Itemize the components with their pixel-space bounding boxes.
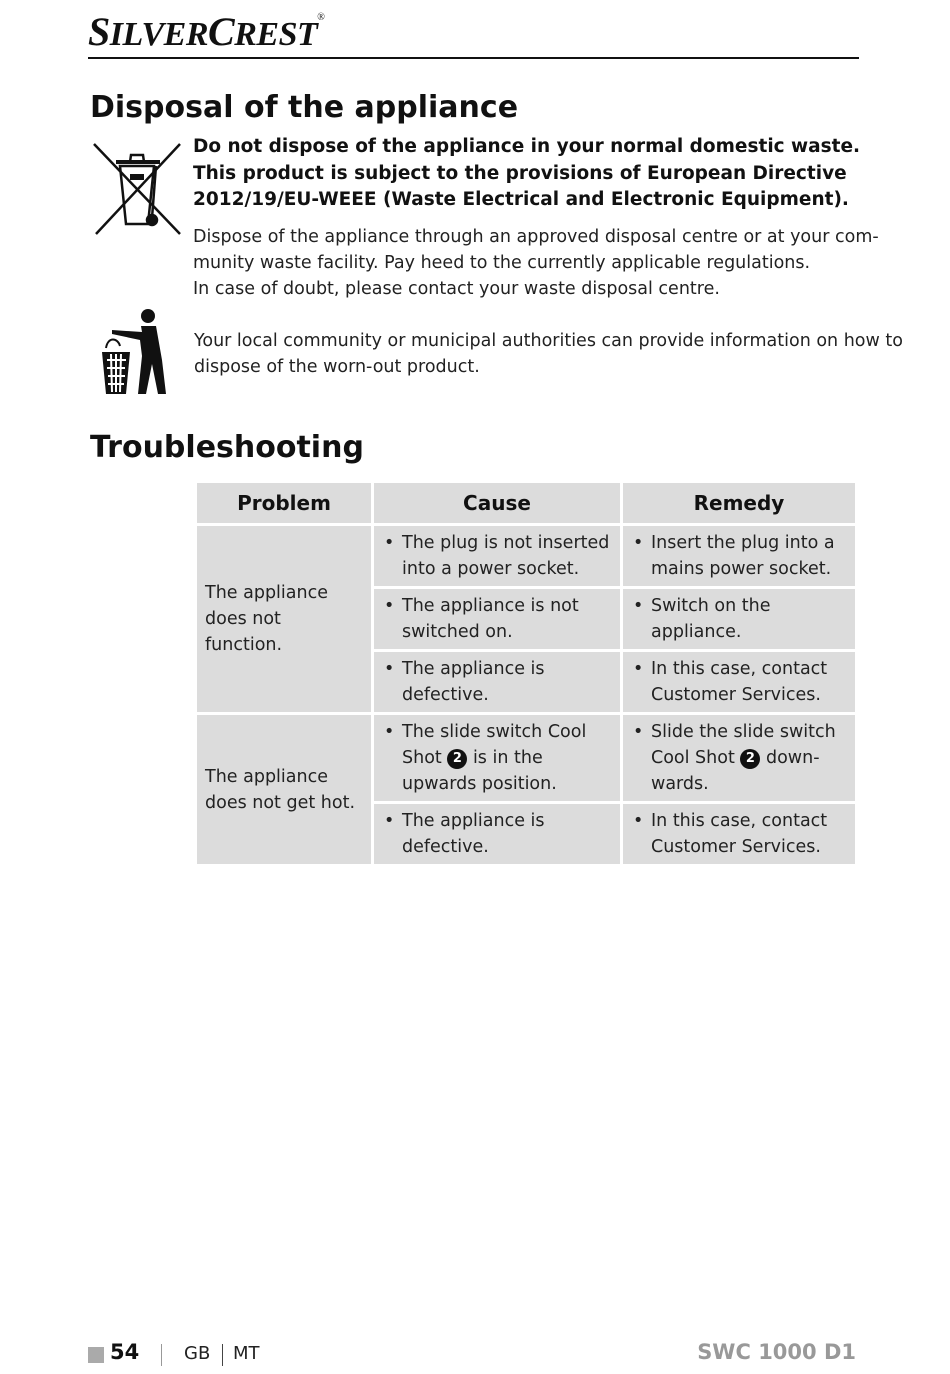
table-header-row [196, 482, 857, 525]
remedy-cell: • In this case, contact Customer Services. [622, 803, 857, 866]
cause-cell: • The plug is not inserted into a power socket. [373, 525, 622, 588]
cause-cell: • The appliance is defective. [373, 803, 622, 866]
remedy-cell: • Switch on the appliance. [622, 588, 857, 651]
header-cause: Cause [373, 482, 622, 525]
cause-cell: • The appliance is not switched on. [373, 588, 622, 651]
footer-language-gb: GB [184, 1343, 211, 1364]
cause-cell: • The appliance is defective. [373, 651, 622, 714]
crossed-out-wheelie-bin-icon [90, 140, 184, 238]
footer-square-marker [88, 1347, 104, 1363]
footer-divider [161, 1344, 162, 1366]
page-number: 54 [110, 1340, 140, 1364]
part-number-2-badge: 2 [740, 749, 760, 769]
part-number-2-badge: 2 [447, 749, 467, 769]
disposal-paragraph: Dispose of the appliance through an approved disposal centre or at your com- munity waste facility. Pay heed to the currently applicable regulations. In case of doubt, please contact your waste disposal centre. [193, 227, 879, 299]
troubleshooting-table [194, 480, 858, 867]
header-rule [88, 57, 859, 59]
table-row [196, 714, 857, 803]
problem-cell: The appliance does not get hot. [196, 714, 373, 866]
table-row [196, 525, 857, 588]
footer-language-mt: MT [233, 1343, 260, 1364]
problem-cell: The appliance does not function. [196, 525, 373, 714]
model-number: SWC 1000 D1 [697, 1340, 856, 1364]
troubleshooting-heading: Troubleshooting [90, 430, 364, 465]
tidyman-bin-icon [96, 308, 168, 398]
footer-divider [222, 1344, 223, 1366]
header-problem: Problem [196, 482, 373, 525]
local-authority-paragraph: Your local community or municipal authorities can provide information on how to dispose of the worn-out product. [194, 331, 903, 377]
remedy-cell: • Slide the slide switch Cool Shot 2 down- wards. [622, 714, 857, 803]
remedy-cell: • In this case, contact Customer Services. [622, 651, 857, 714]
disposal-heading: Disposal of the appliance [90, 90, 519, 125]
header-remedy: Remedy [622, 482, 857, 525]
remedy-cell: • Insert the plug into a mains power socket. [622, 525, 857, 588]
cause-cell: • The slide switch Cool Shot 2 is in the upwards position. [373, 714, 622, 803]
silvercrest-logo: SILVERCREST® [88, 9, 325, 54]
disposal-warning: Do not dispose of the appliance in your normal domestic waste. This product is subject to the provisions of European Directive 2012/19/EU-WEEE (Waste Electrical and Electronic Equipment). [193, 136, 861, 210]
